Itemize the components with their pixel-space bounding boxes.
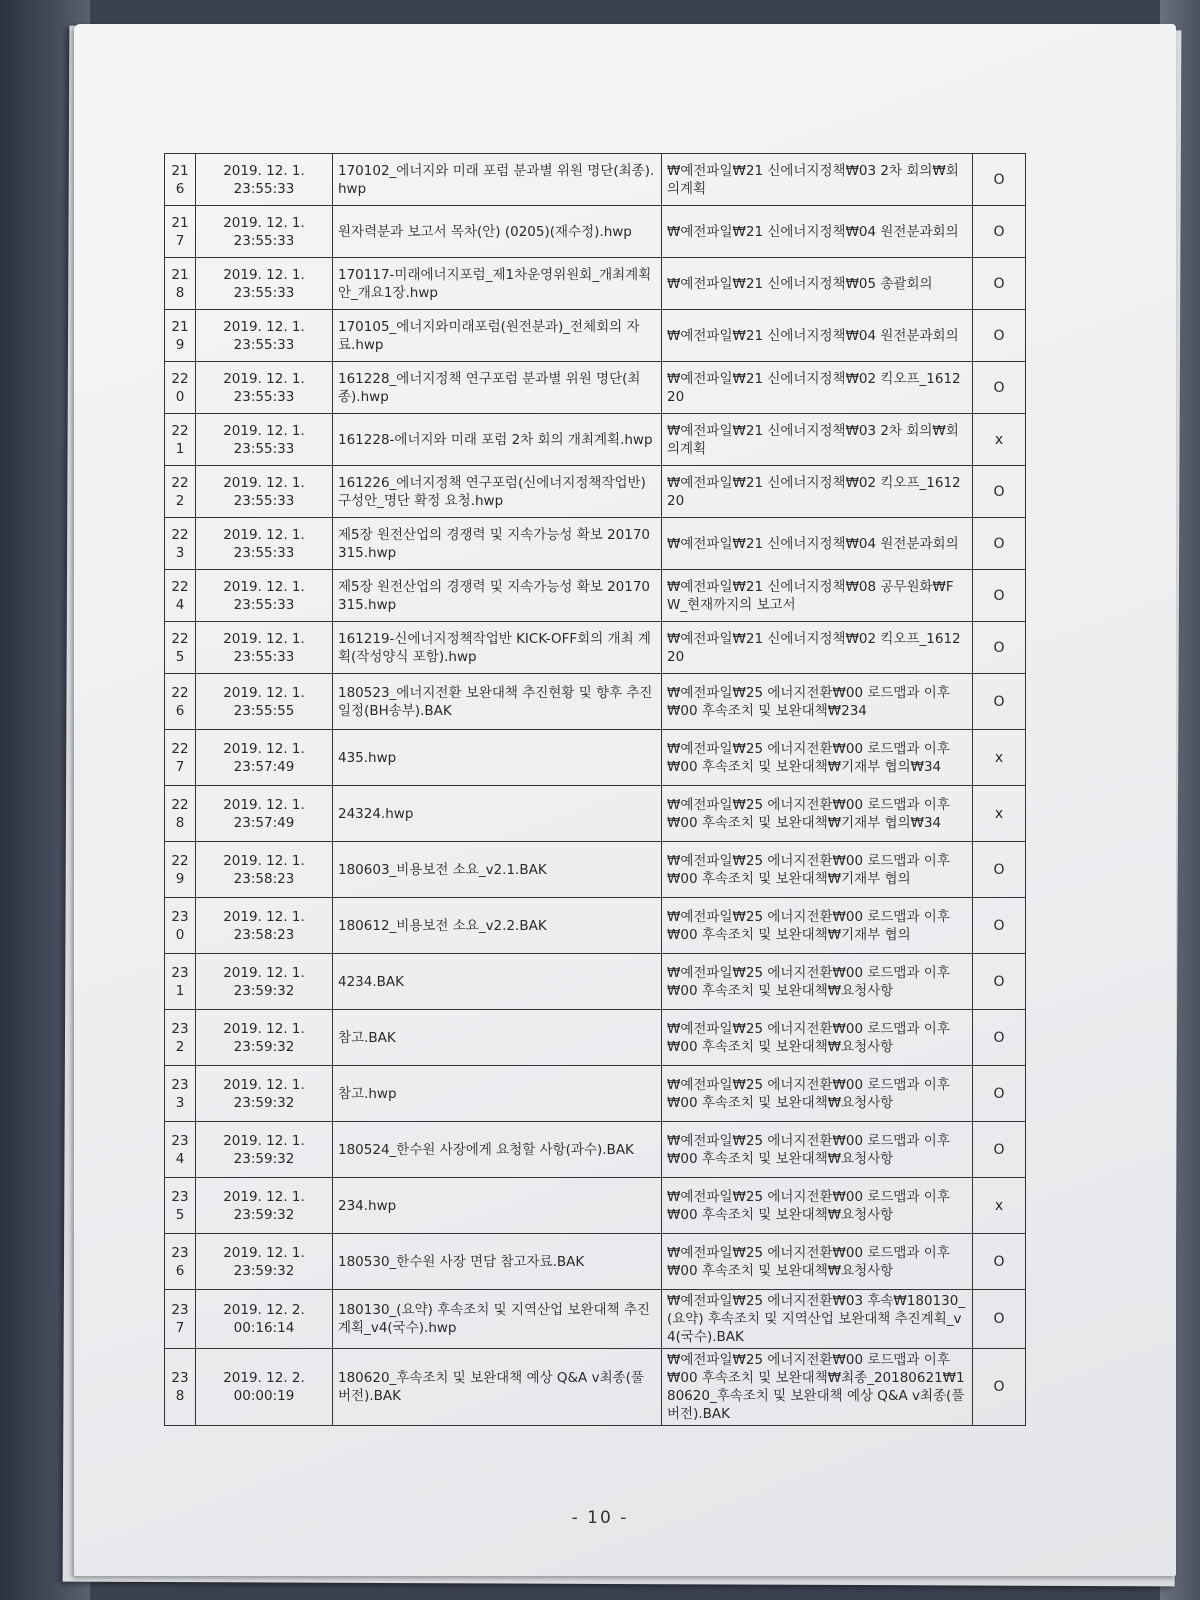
time-text: 23:55:33 — [233, 388, 295, 405]
file-name: 180530_한수원 사장 면담 참고자료.BAK — [333, 1234, 662, 1290]
time-text: 23:57:49 — [233, 758, 295, 775]
row-number: 226 — [165, 674, 196, 730]
row-number: 227 — [165, 730, 196, 786]
status-mark — [973, 518, 1026, 570]
file-path: ₩예전파일₩21 신에너지정책₩04 원전분과회의 — [662, 518, 973, 570]
table-row — [165, 1066, 1026, 1122]
time-text: 23:55:33 — [233, 232, 295, 249]
table-row — [165, 1122, 1026, 1178]
status-mark — [973, 1234, 1026, 1290]
status-mark — [973, 1178, 1026, 1234]
mark-text: O — [993, 379, 1005, 396]
file-name: 180523_에너지전환 보완대책 추진현황 및 향후 추진일정(BH송부).BAK — [333, 674, 662, 730]
file-name: 180524_한수원 사장에게 요청할 사항(과수).BAK — [333, 1122, 662, 1178]
row-number: 229 — [165, 842, 196, 898]
date-text: 2019. 12. 1. — [223, 964, 305, 981]
time-text: 23:55:55 — [233, 702, 295, 719]
table-row — [165, 258, 1026, 310]
time-text: 00:00:19 — [233, 1388, 295, 1404]
time-text: 23:59:32 — [233, 1262, 295, 1279]
timestamp — [196, 786, 333, 842]
status-mark — [973, 570, 1026, 622]
file-path: ₩예전파일₩21 신에너지정책₩04 원전분과회의 — [662, 310, 973, 362]
timestamp — [196, 362, 333, 414]
file-name: 161228_에너지정책 연구포럼 분과별 위원 명단(최종).hwp — [333, 362, 662, 414]
date-text: 2019. 12. 1. — [223, 1076, 305, 1093]
table-row — [165, 466, 1026, 518]
file-path: ₩예전파일₩21 신에너지정책₩08 공무원화₩FW_현재까지의 보고서 — [662, 570, 973, 622]
table-row — [165, 518, 1026, 570]
file-path: ₩예전파일₩25 에너지전환₩00 로드맵과 이후₩00 후속조치 및 보완대책₩요청사항 — [662, 1066, 973, 1122]
mark-text: x — [994, 431, 1004, 448]
status-mark — [973, 1010, 1026, 1066]
status-mark — [973, 898, 1026, 954]
file-path: ₩예전파일₩25 에너지전환₩00 로드맵과 이후₩00 후속조치 및 보완대책₩요청사항 — [662, 954, 973, 1010]
date-text: 2019. 12. 1. — [223, 526, 305, 543]
row-number: 237 — [165, 1290, 196, 1349]
timestamp — [196, 258, 333, 310]
row-number: 233 — [165, 1066, 196, 1122]
date-text: 2019. 12. 1. — [223, 474, 305, 491]
table-row — [165, 362, 1026, 414]
timestamp — [196, 674, 333, 730]
status-mark — [973, 1349, 1026, 1426]
mark-text: x — [994, 1197, 1004, 1214]
time-text: 23:59:32 — [233, 1094, 295, 1111]
time-text: 23:57:49 — [233, 814, 295, 831]
row-number: 225 — [165, 622, 196, 674]
timestamp — [196, 154, 333, 206]
mark-text: O — [993, 171, 1005, 188]
row-number: 230 — [165, 898, 196, 954]
date-text: 2019. 12. 1. — [223, 740, 305, 757]
file-name: 4234.BAK — [333, 954, 662, 1010]
file-name: 234.hwp — [333, 1178, 662, 1234]
date-text: 2019. 12. 1. — [223, 1188, 305, 1205]
time-text: 23:55:33 — [233, 492, 295, 509]
file-name: 170105_에너지와미래포럼(원전분과)_전체회의 자료.hwp — [333, 310, 662, 362]
row-number: 221 — [165, 414, 196, 466]
file-path: ₩예전파일₩21 신에너지정책₩02 킥오프_161220 — [662, 362, 973, 414]
time-text: 23:59:32 — [233, 1150, 295, 1167]
timestamp — [196, 1010, 333, 1066]
file-name: 24324.hwp — [333, 786, 662, 842]
table-row — [165, 310, 1026, 362]
timestamp — [196, 1178, 333, 1234]
file-path: ₩예전파일₩25 에너지전환₩00 로드맵과 이후₩00 후속조치 및 보완대책₩요청사항 — [662, 1178, 973, 1234]
mark-text: O — [993, 483, 1005, 500]
file-name: 참고.BAK — [333, 1010, 662, 1066]
row-number: 228 — [165, 786, 196, 842]
table-row — [165, 622, 1026, 674]
status-mark — [973, 154, 1026, 206]
row-number: 223 — [165, 518, 196, 570]
mark-text: x — [994, 749, 1004, 766]
file-path: ₩예전파일₩21 신에너지정책₩05 총괄회의 — [662, 258, 973, 310]
file-name: 제5장 원전산업의 경쟁력 및 지속가능성 확보 20170315.hwp — [333, 518, 662, 570]
mark-text: O — [993, 1029, 1005, 1046]
time-text: 23:59:32 — [233, 1038, 295, 1055]
date-text: 2019. 12. 1. — [223, 1020, 305, 1037]
timestamp — [196, 842, 333, 898]
file-path: ₩예전파일₩21 신에너지정책₩04 원전분과회의 — [662, 206, 973, 258]
date-text: 2019. 12. 1. — [223, 214, 305, 231]
time-text: 23:55:33 — [233, 648, 295, 665]
table-row — [165, 730, 1026, 786]
date-text: 2019. 12. 1. — [223, 370, 305, 387]
file-path: ₩예전파일₩21 신에너지정책₩02 킥오프_161220 — [662, 622, 973, 674]
status-mark — [973, 206, 1026, 258]
file-name: 170102_에너지와 미래 포럼 분과별 위원 명단(최종).hwp — [333, 154, 662, 206]
page-number: - 10 - — [571, 1508, 629, 1528]
mark-text: O — [993, 1311, 1005, 1327]
time-text: 23:55:33 — [233, 544, 295, 561]
date-text: 2019. 12. 1. — [223, 684, 305, 701]
status-mark — [973, 258, 1026, 310]
timestamp — [196, 1122, 333, 1178]
table-row — [165, 570, 1026, 622]
mark-text: O — [993, 917, 1005, 934]
mark-text: O — [993, 327, 1005, 344]
date-text: 2019. 12. 1. — [223, 630, 305, 647]
timestamp — [196, 310, 333, 362]
date-text: 2019. 12. 1. — [223, 908, 305, 925]
row-number: 231 — [165, 954, 196, 1010]
file-name: 180603_비용보전 소요_v2.1.BAK — [333, 842, 662, 898]
time-text: 23:59:32 — [233, 1206, 295, 1223]
file-path: ₩예전파일₩21 신에너지정책₩03 2차 회의₩회의계획 — [662, 414, 973, 466]
row-number: 220 — [165, 362, 196, 414]
time-text: 23:55:33 — [233, 336, 295, 353]
status-mark — [973, 1290, 1026, 1349]
table-row — [165, 674, 1026, 730]
mark-text: O — [993, 587, 1005, 604]
mark-text: O — [993, 1141, 1005, 1158]
date-text: 2019. 12. 1. — [223, 266, 305, 283]
row-number: 235 — [165, 1178, 196, 1234]
status-mark — [973, 622, 1026, 674]
mark-text: O — [993, 639, 1005, 656]
row-number: 217 — [165, 206, 196, 258]
mark-text: O — [993, 973, 1005, 990]
mark-text: x — [994, 805, 1004, 822]
file-name: 161228-에너지와 미래 포럼 2차 회의 개최계획.hwp — [333, 414, 662, 466]
timestamp — [196, 414, 333, 466]
table-row — [165, 1349, 1026, 1426]
file-name: 원자력분과 보고서 목차(안) (0205)(재수정).hwp — [333, 206, 662, 258]
time-text: 23:59:32 — [233, 982, 295, 999]
table-row — [165, 1178, 1026, 1234]
status-mark — [973, 466, 1026, 518]
mark-text: O — [993, 535, 1005, 552]
timestamp — [196, 1290, 333, 1349]
row-number: 238 — [165, 1349, 196, 1426]
file-name: 제5장 원전산업의 경쟁력 및 지속가능성 확보 20170315.hwp — [333, 570, 662, 622]
file-path: ₩예전파일₩25 에너지전환₩00 로드맵과 이후₩00 후속조치 및 보완대책₩최종_20180621₩180620_후속조치 및 보완대책 예상 Q&A v최종(풀버전).BAK — [662, 1349, 973, 1426]
status-mark — [973, 730, 1026, 786]
file-name: 180620_후속조치 및 보완대책 예상 Q&A v최종(풀버전).BAK — [333, 1349, 662, 1426]
row-number: 224 — [165, 570, 196, 622]
status-mark — [973, 310, 1026, 362]
status-mark — [973, 842, 1026, 898]
file-name: 참고.hwp — [333, 1066, 662, 1122]
mark-text: O — [993, 1253, 1005, 1270]
date-text: 2019. 12. 2. — [223, 1370, 305, 1386]
row-number: 232 — [165, 1010, 196, 1066]
date-text: 2019. 12. 1. — [223, 422, 305, 439]
date-text: 2019. 12. 1. — [223, 1244, 305, 1261]
timestamp — [196, 730, 333, 786]
timestamp — [196, 206, 333, 258]
file-path: ₩예전파일₩25 에너지전환₩00 로드맵과 이후₩00 후속조치 및 보완대책₩기재부 협의₩34 — [662, 730, 973, 786]
status-mark — [973, 1066, 1026, 1122]
status-mark — [973, 786, 1026, 842]
file-name: 180130_(요약) 후속조치 및 지역산업 보완대책 추진계획_v4(국수).hwp — [333, 1290, 662, 1349]
date-text: 2019. 12. 1. — [223, 318, 305, 335]
mark-text: O — [993, 1379, 1005, 1395]
file-name: 170117-미래에너지포럼_제1차운영위원회_개최계획안_개요1장.hwp — [333, 258, 662, 310]
table-row — [165, 154, 1026, 206]
table-row — [165, 898, 1026, 954]
timestamp — [196, 570, 333, 622]
timestamp — [196, 1234, 333, 1290]
timestamp — [196, 954, 333, 1010]
row-number: 216 — [165, 154, 196, 206]
row-number: 234 — [165, 1122, 196, 1178]
file-path: ₩예전파일₩21 신에너지정책₩02 킥오프_161220 — [662, 466, 973, 518]
table-row — [165, 954, 1026, 1010]
status-mark — [973, 954, 1026, 1010]
table-row — [165, 1234, 1026, 1290]
file-path: ₩예전파일₩21 신에너지정책₩03 2차 회의₩회의계획 — [662, 154, 973, 206]
status-mark — [973, 414, 1026, 466]
time-text: 23:55:33 — [233, 284, 295, 301]
time-text: 23:58:23 — [233, 870, 295, 887]
mark-text: O — [993, 1085, 1005, 1102]
file-path: ₩예전파일₩25 에너지전환₩00 로드맵과 이후₩00 후속조치 및 보완대책₩기재부 협의 — [662, 842, 973, 898]
table-row — [165, 1290, 1026, 1349]
timestamp — [196, 518, 333, 570]
table-row — [165, 414, 1026, 466]
file-path: ₩예전파일₩25 에너지전환₩00 로드맵과 이후₩00 후속조치 및 보완대책₩요청사항 — [662, 1122, 973, 1178]
file-path: ₩예전파일₩25 에너지전환₩00 로드맵과 이후₩00 후속조치 및 보완대책₩요청사항 — [662, 1010, 973, 1066]
file-path: ₩예전파일₩25 에너지전환₩00 로드맵과 이후₩00 후속조치 및 보완대책₩기재부 협의₩34 — [662, 786, 973, 842]
file-name: 180612_비용보전 소요_v2.2.BAK — [333, 898, 662, 954]
timestamp — [196, 466, 333, 518]
mark-text: O — [993, 693, 1005, 710]
timestamp — [196, 898, 333, 954]
time-text: 23:58:23 — [233, 926, 295, 943]
mark-text: O — [993, 275, 1005, 292]
row-number: 219 — [165, 310, 196, 362]
file-list-table — [164, 153, 1026, 1426]
row-number: 222 — [165, 466, 196, 518]
file-path: ₩예전파일₩25 에너지전환₩00 로드맵과 이후₩00 후속조치 및 보완대책₩기재부 협의 — [662, 898, 973, 954]
table-row — [165, 842, 1026, 898]
file-name: 161219-신에너지정책작업반 KICK-OFF회의 개최 계획(작성양식 포함).hwp — [333, 622, 662, 674]
time-text: 23:55:33 — [233, 596, 295, 613]
row-number: 236 — [165, 1234, 196, 1290]
time-text: 23:55:33 — [233, 180, 295, 197]
date-text: 2019. 12. 1. — [223, 852, 305, 869]
file-name: 435.hwp — [333, 730, 662, 786]
file-path: ₩예전파일₩25 에너지전환₩03 후속₩180130_(요약) 후속조치 및 지역산업 보완대책 추진계획_v4(국수).BAK — [662, 1290, 973, 1349]
date-text: 2019. 12. 1. — [223, 796, 305, 813]
mark-text: O — [993, 223, 1005, 240]
date-text: 2019. 12. 2. — [223, 1302, 305, 1318]
timestamp — [196, 622, 333, 674]
status-mark — [973, 362, 1026, 414]
row-number: 218 — [165, 258, 196, 310]
status-mark — [973, 674, 1026, 730]
date-text: 2019. 12. 1. — [223, 1132, 305, 1149]
date-text: 2019. 12. 1. — [223, 162, 305, 179]
file-name: 161226_에너지정책 연구포럼(신에너지정책작업반) 구성안_명단 확정 요청.hwp — [333, 466, 662, 518]
table-row — [165, 786, 1026, 842]
timestamp — [196, 1349, 333, 1426]
status-mark — [973, 1122, 1026, 1178]
file-path: ₩예전파일₩25 에너지전환₩00 로드맵과 이후₩00 후속조치 및 보완대책₩요청사항 — [662, 1234, 973, 1290]
time-text: 00:16:14 — [233, 1320, 295, 1336]
table-row — [165, 206, 1026, 258]
mark-text: O — [993, 861, 1005, 878]
table-row — [165, 1010, 1026, 1066]
time-text: 23:55:33 — [233, 440, 295, 457]
file-path: ₩예전파일₩25 에너지전환₩00 로드맵과 이후₩00 후속조치 및 보완대책₩234 — [662, 674, 973, 730]
date-text: 2019. 12. 1. — [223, 578, 305, 595]
timestamp — [196, 1066, 333, 1122]
